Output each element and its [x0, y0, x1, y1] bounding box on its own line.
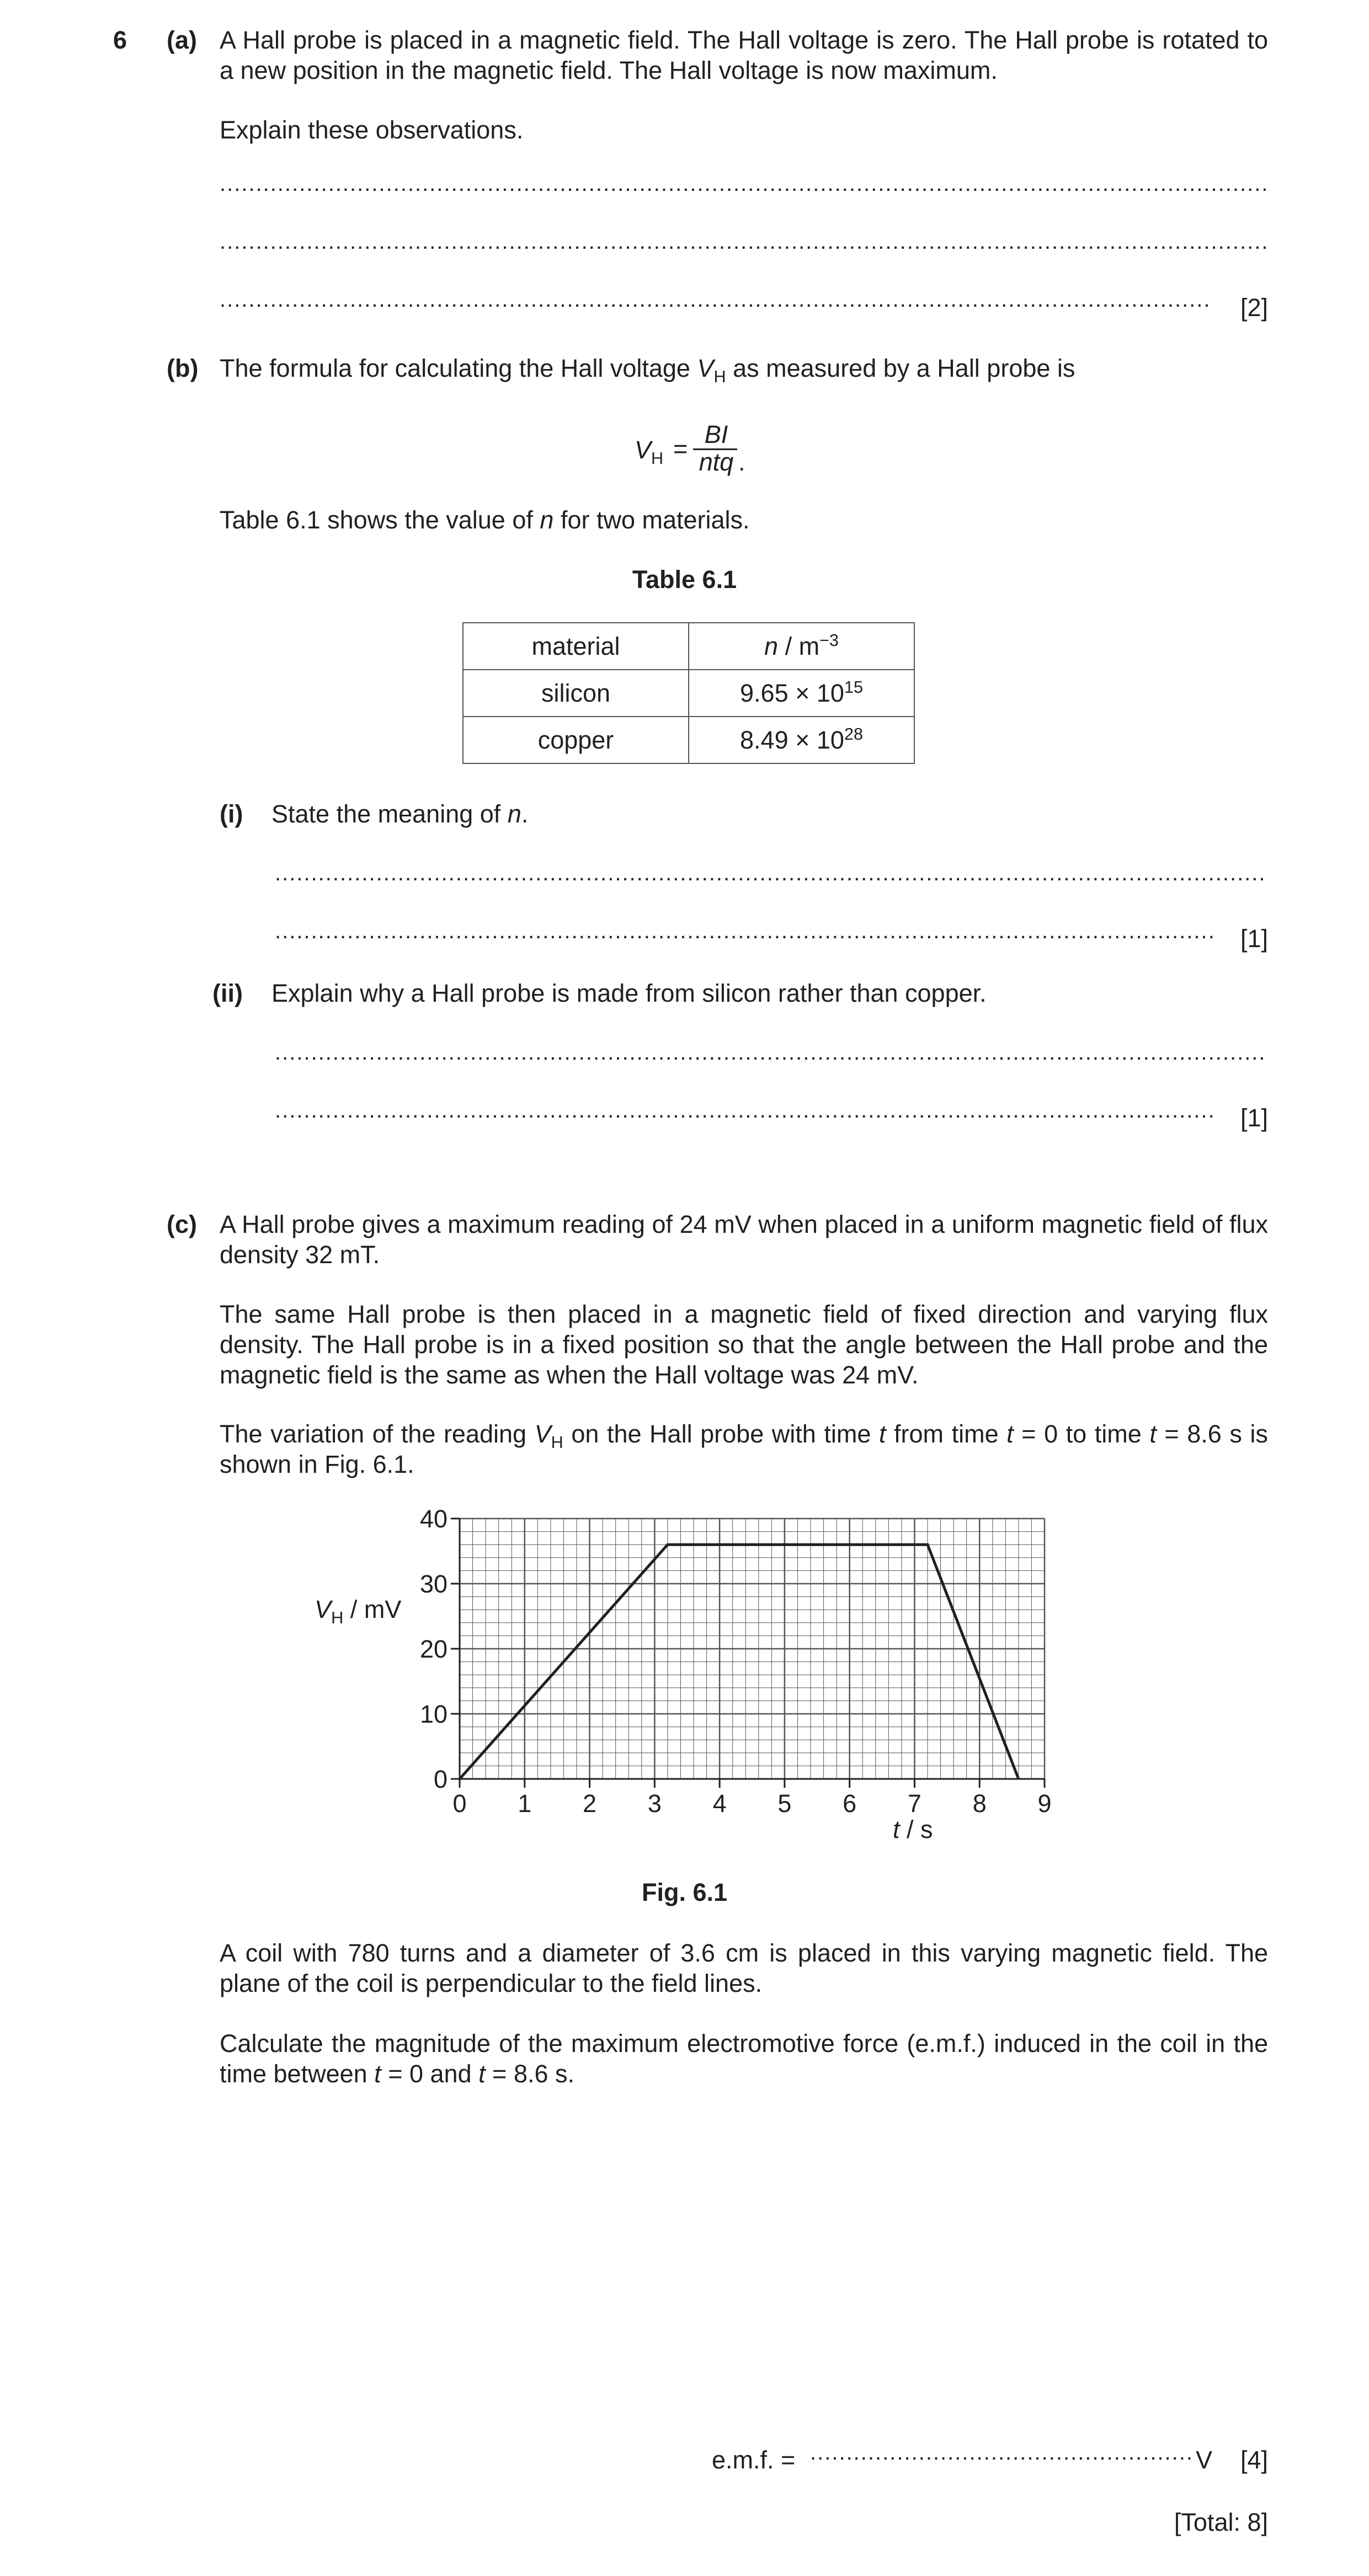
emf-answer-label: e.m.f. =: [712, 2446, 796, 2474]
part-a-text: A Hall probe is placed in a magnetic field. The Hall voltage is zero. The Hall probe is rotated to a new position in the magnetic field. The Hall voltage is now maximum.: [220, 26, 1268, 84]
part-b-text-after: as measured by a Hall probe is: [733, 354, 1075, 382]
part-c-para1: A Hall probe gives a maximum reading of 24 mV when placed in a uniform magnetic field of flux density 32 mT.: [220, 1210, 1268, 1269]
part-c-para5: [220, 2028, 1268, 2089]
para3-var-t3: t: [1149, 1420, 1157, 1448]
para5-a: Calculate the magnitude of the maximum electromotive force (e.m.f.) induced in the coil in the time between: [220, 2029, 1268, 2088]
formula-numerator: BI: [704, 420, 728, 448]
para3-d: = 0 to time: [1021, 1420, 1142, 1448]
para5-var-t2: t: [478, 2060, 486, 2088]
sub-i-text-before: State the meaning of: [271, 800, 501, 828]
header-n-var: n: [764, 632, 779, 660]
part-c-label: (c): [167, 1210, 197, 1238]
para5-var-t: t: [374, 2060, 381, 2088]
emf-unit: V: [1196, 2446, 1213, 2474]
x-tick-label: 1: [518, 1789, 532, 1818]
x-tick-label: 3: [647, 1789, 662, 1818]
y-tick-label: 20: [419, 1635, 448, 1663]
formula-denominator: ntq: [699, 448, 734, 476]
y-tick-label: 40: [419, 1505, 448, 1533]
fig-caption: Fig. 6.1: [641, 1878, 728, 1906]
y-tick-label: 0: [433, 1765, 448, 1793]
var-v: V: [697, 354, 714, 382]
header-material: material: [463, 623, 689, 670]
y-axis-label: $V_H$ / mV: [315, 1595, 402, 1627]
table-intro-var: n: [540, 506, 554, 534]
x-axis-label: t / s: [893, 1815, 933, 1843]
part-c-para2: The same Hall probe is then placed in a magnetic field of fixed direction and varying flux density. The Hall probe is in a fixed position so that the angle between the Hall probe and the magnetic field is the same as when the Hall voltage was 24 mV.: [220, 1300, 1268, 1389]
para3-var-t: t: [878, 1420, 886, 1448]
formula-end: .: [738, 448, 745, 476]
para3-var-v-sub: H: [551, 1433, 563, 1452]
x-tick-label: 5: [777, 1789, 792, 1818]
part-b-label: (b): [167, 354, 199, 382]
para3-e: = 8.6 s is shown in Fig. 6.1.: [220, 1420, 1268, 1478]
chart-ticks: [420, 1505, 1052, 1818]
cell-exponent: 28: [844, 725, 863, 744]
para5-c: = 8.6 s.: [492, 2060, 574, 2088]
part-c-mark: [4]: [1240, 2446, 1268, 2474]
x-tick-label: 6: [843, 1789, 857, 1818]
question-number: 6: [113, 26, 127, 54]
sub-i-var: n: [507, 800, 521, 828]
header-n-exp: −3: [819, 631, 839, 650]
table-intro-before: Table 6.1 shows the value of: [220, 506, 533, 534]
sub-i-text-after: .: [521, 800, 529, 828]
x-tick-label: 9: [1037, 1789, 1052, 1818]
part-c-para4: A coil with 780 turns and a diameter of 3.6 cm is placed in this varying magnetic field. The plane of the coil is perpendicular to the field lines.: [220, 1939, 1268, 1997]
x-tick-label: 8: [972, 1789, 987, 1818]
x-tick-label: 4: [712, 1789, 727, 1818]
cell-exponent: 15: [844, 678, 863, 697]
y-tick-label: 30: [419, 1570, 448, 1598]
para5-b: = 0 and: [388, 2060, 472, 2088]
header-n-unit: / m: [778, 632, 820, 660]
part-b-text-before: The formula for calculating the Hall voltage: [220, 354, 690, 382]
x-tick-label: 2: [583, 1789, 597, 1818]
total-marks: [Total: 8]: [1174, 2508, 1268, 2536]
para3-var-t2: t: [1006, 1420, 1014, 1448]
table-intro-after: for two materials.: [560, 506, 750, 534]
chart-grid: [460, 1519, 1045, 1779]
y-tick-label: 10: [419, 1700, 448, 1728]
sub-ii-text: Explain why a Hall probe is made from silicon rather than copper.: [271, 979, 987, 1007]
para3-var-v: V: [534, 1420, 551, 1448]
cell-material: silicon: [463, 670, 689, 717]
sub-i-label: (i): [220, 800, 243, 828]
table-caption: Table 6.1: [632, 565, 737, 594]
formula-lhs-sub: H: [651, 449, 664, 468]
part-a-instruction: Explain these observations.: [220, 116, 524, 144]
para3-c: from time: [894, 1420, 999, 1448]
emf-answer-line[interactable]: [810, 2454, 1191, 2465]
cell-material: copper: [463, 717, 689, 763]
x-tick-label: 0: [452, 1789, 467, 1818]
var-v-sub: H: [713, 367, 726, 386]
sub-i-mark: [1]: [1240, 924, 1268, 953]
sub-ii-label: (ii): [212, 979, 243, 1007]
part-a-label: (a): [167, 26, 197, 54]
x-tick-label: 7: [907, 1789, 921, 1818]
para3-a: The variation of the reading: [220, 1420, 527, 1448]
formula-equals: =: [673, 435, 688, 463]
para3-b: on the Hall probe with time: [571, 1420, 871, 1448]
cell-mantissa: 9.65 × 10: [740, 679, 844, 707]
formula-lhs: V: [635, 436, 652, 464]
part-a-mark: [2]: [1240, 293, 1268, 322]
cell-mantissa: 8.49 × 10: [740, 726, 844, 754]
sub-ii-mark: [1]: [1240, 1104, 1268, 1132]
